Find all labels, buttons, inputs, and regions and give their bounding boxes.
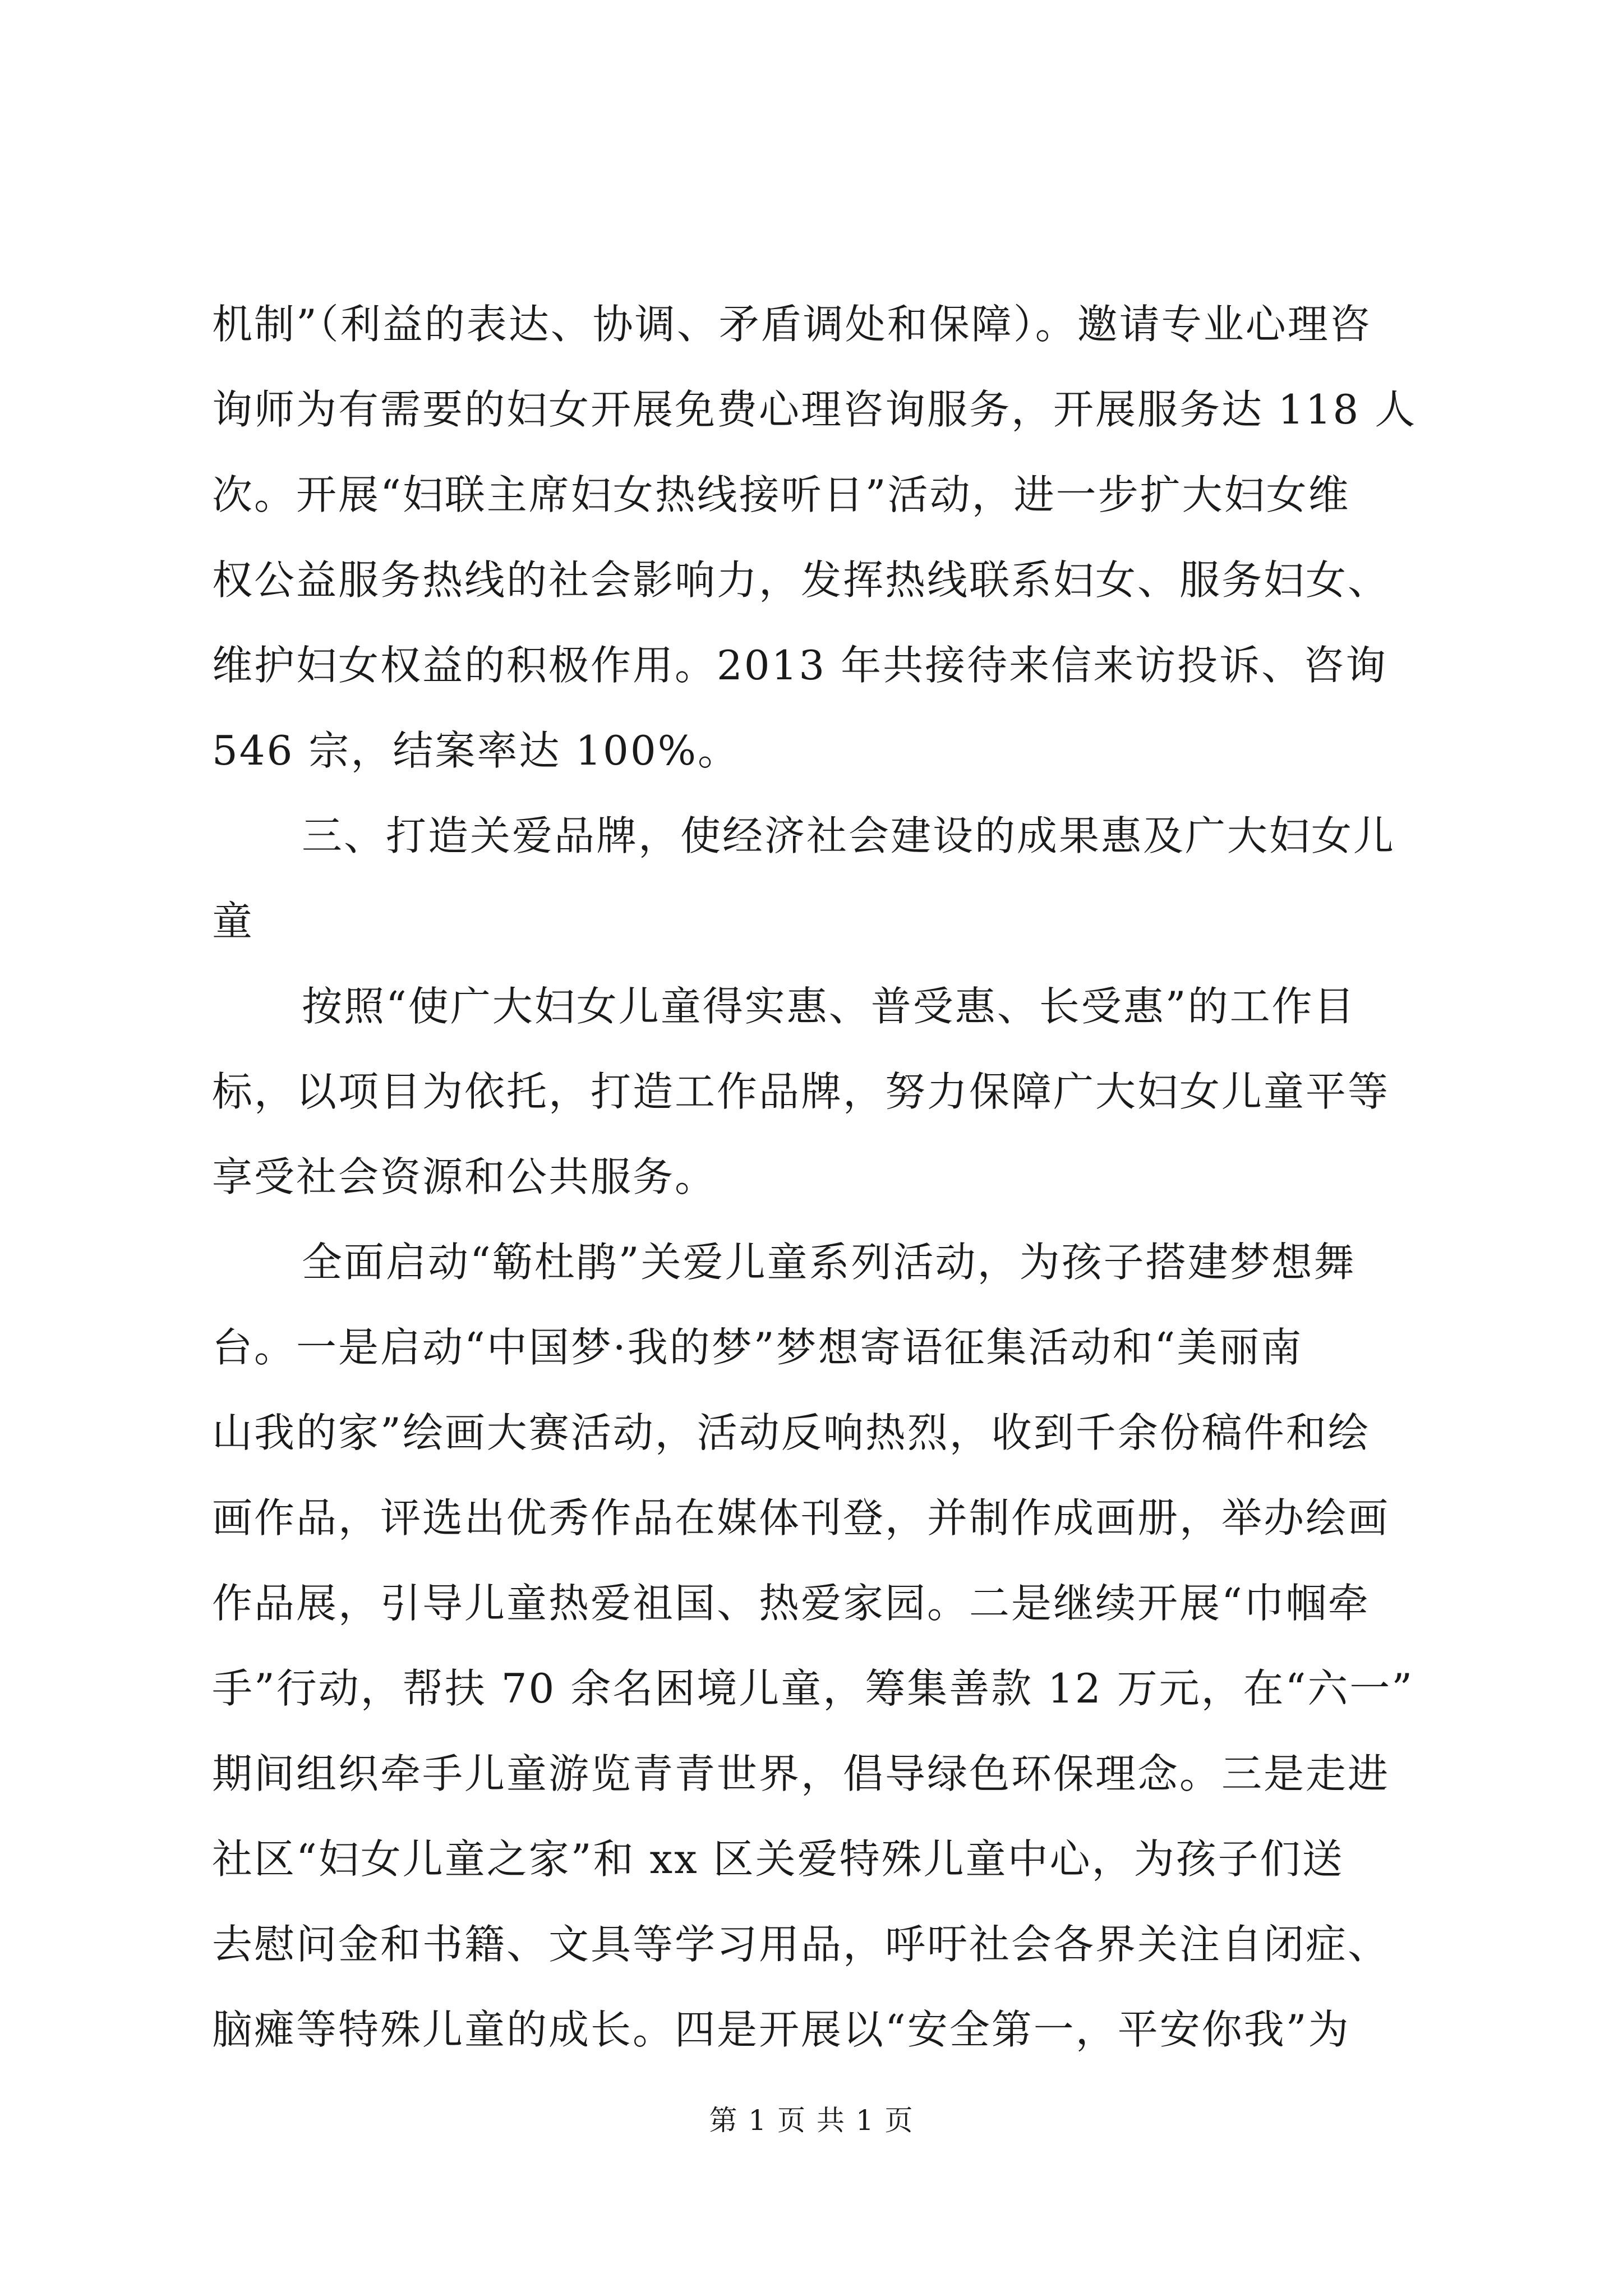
body-line: 546 宗，结案率达 100%。 — [212, 727, 740, 774]
body-line: 社区“妇女儿童之家”和 xx 区关爱特殊儿童中心，为孩子们送 — [212, 1835, 1344, 1883]
body-line: 台。一是启动“中国梦·我的梦”梦想寄语征集活动和“美丽南 — [212, 1324, 1303, 1371]
page-number-footer: 第 1 页 共 1 页 — [709, 2104, 914, 2137]
body-line: 按照“使广大妇女儿童得实惠、普受惠、长受惠”的工作目 — [302, 983, 1356, 1030]
body-line: 全面启动“簕杜鹃”关爱儿童系列活动，为孩子搭建梦想舞 — [302, 1239, 1356, 1286]
section-heading-continued: 童 — [212, 898, 255, 945]
body-line: 作品展，引导儿童热爱祖国、热爱家园。二是继续开展“巾帼牵 — [212, 1580, 1370, 1627]
body-line: 脑瘫等特殊儿童的成长。四是开展以“安全第一，平安你我”为 — [212, 2006, 1350, 2053]
body-line: 询师为有需要的妇女开展免费心理咨询服务，开展服务达 118 人 — [212, 386, 1417, 433]
body-line: 画作品，评选出优秀作品在媒体刊登，并制作成画册，举办绘画 — [212, 1494, 1390, 1542]
body-line: 机制”（利益的表达、协调、矛盾调处和保障）。邀请专业心理咨 — [212, 301, 1372, 348]
body-line: 维护妇女权益的积极作用。2013 年共接待来信来访投诉、咨询 — [212, 642, 1388, 689]
body-line: 标，以项目为依托，打造工作品牌，努力保障广大妇女儿童平等 — [212, 1068, 1390, 1115]
body-line: 山我的家”绘画大赛活动，活动反响热烈，收到千余份稿件和绘 — [212, 1409, 1370, 1456]
body-line: 期间组织牵手儿童游览青青世界，倡导绿色环保理念。三是走进 — [212, 1750, 1390, 1797]
body-line: 权公益服务热线的社会影响力，发挥热线联系妇女、服务妇女、 — [212, 556, 1390, 604]
body-line: 享受社会资源和公共服务。 — [212, 1153, 717, 1200]
body-line: 手”行动，帮扶 70 余名困境儿童，筹集善款 12 万元，在“六一” — [212, 1665, 1414, 1712]
body-line: 次。开展“妇联主席妇女热线接听日”活动，进一步扩大妇女维 — [212, 471, 1350, 518]
body-line: 去慰问金和书籍、文具等学习用品，呼吁社会各界关注自闭症、 — [212, 1921, 1390, 1968]
section-heading: 三、打造关爱品牌，使经济社会建设的成果惠及广大妇女儿 — [302, 812, 1396, 859]
